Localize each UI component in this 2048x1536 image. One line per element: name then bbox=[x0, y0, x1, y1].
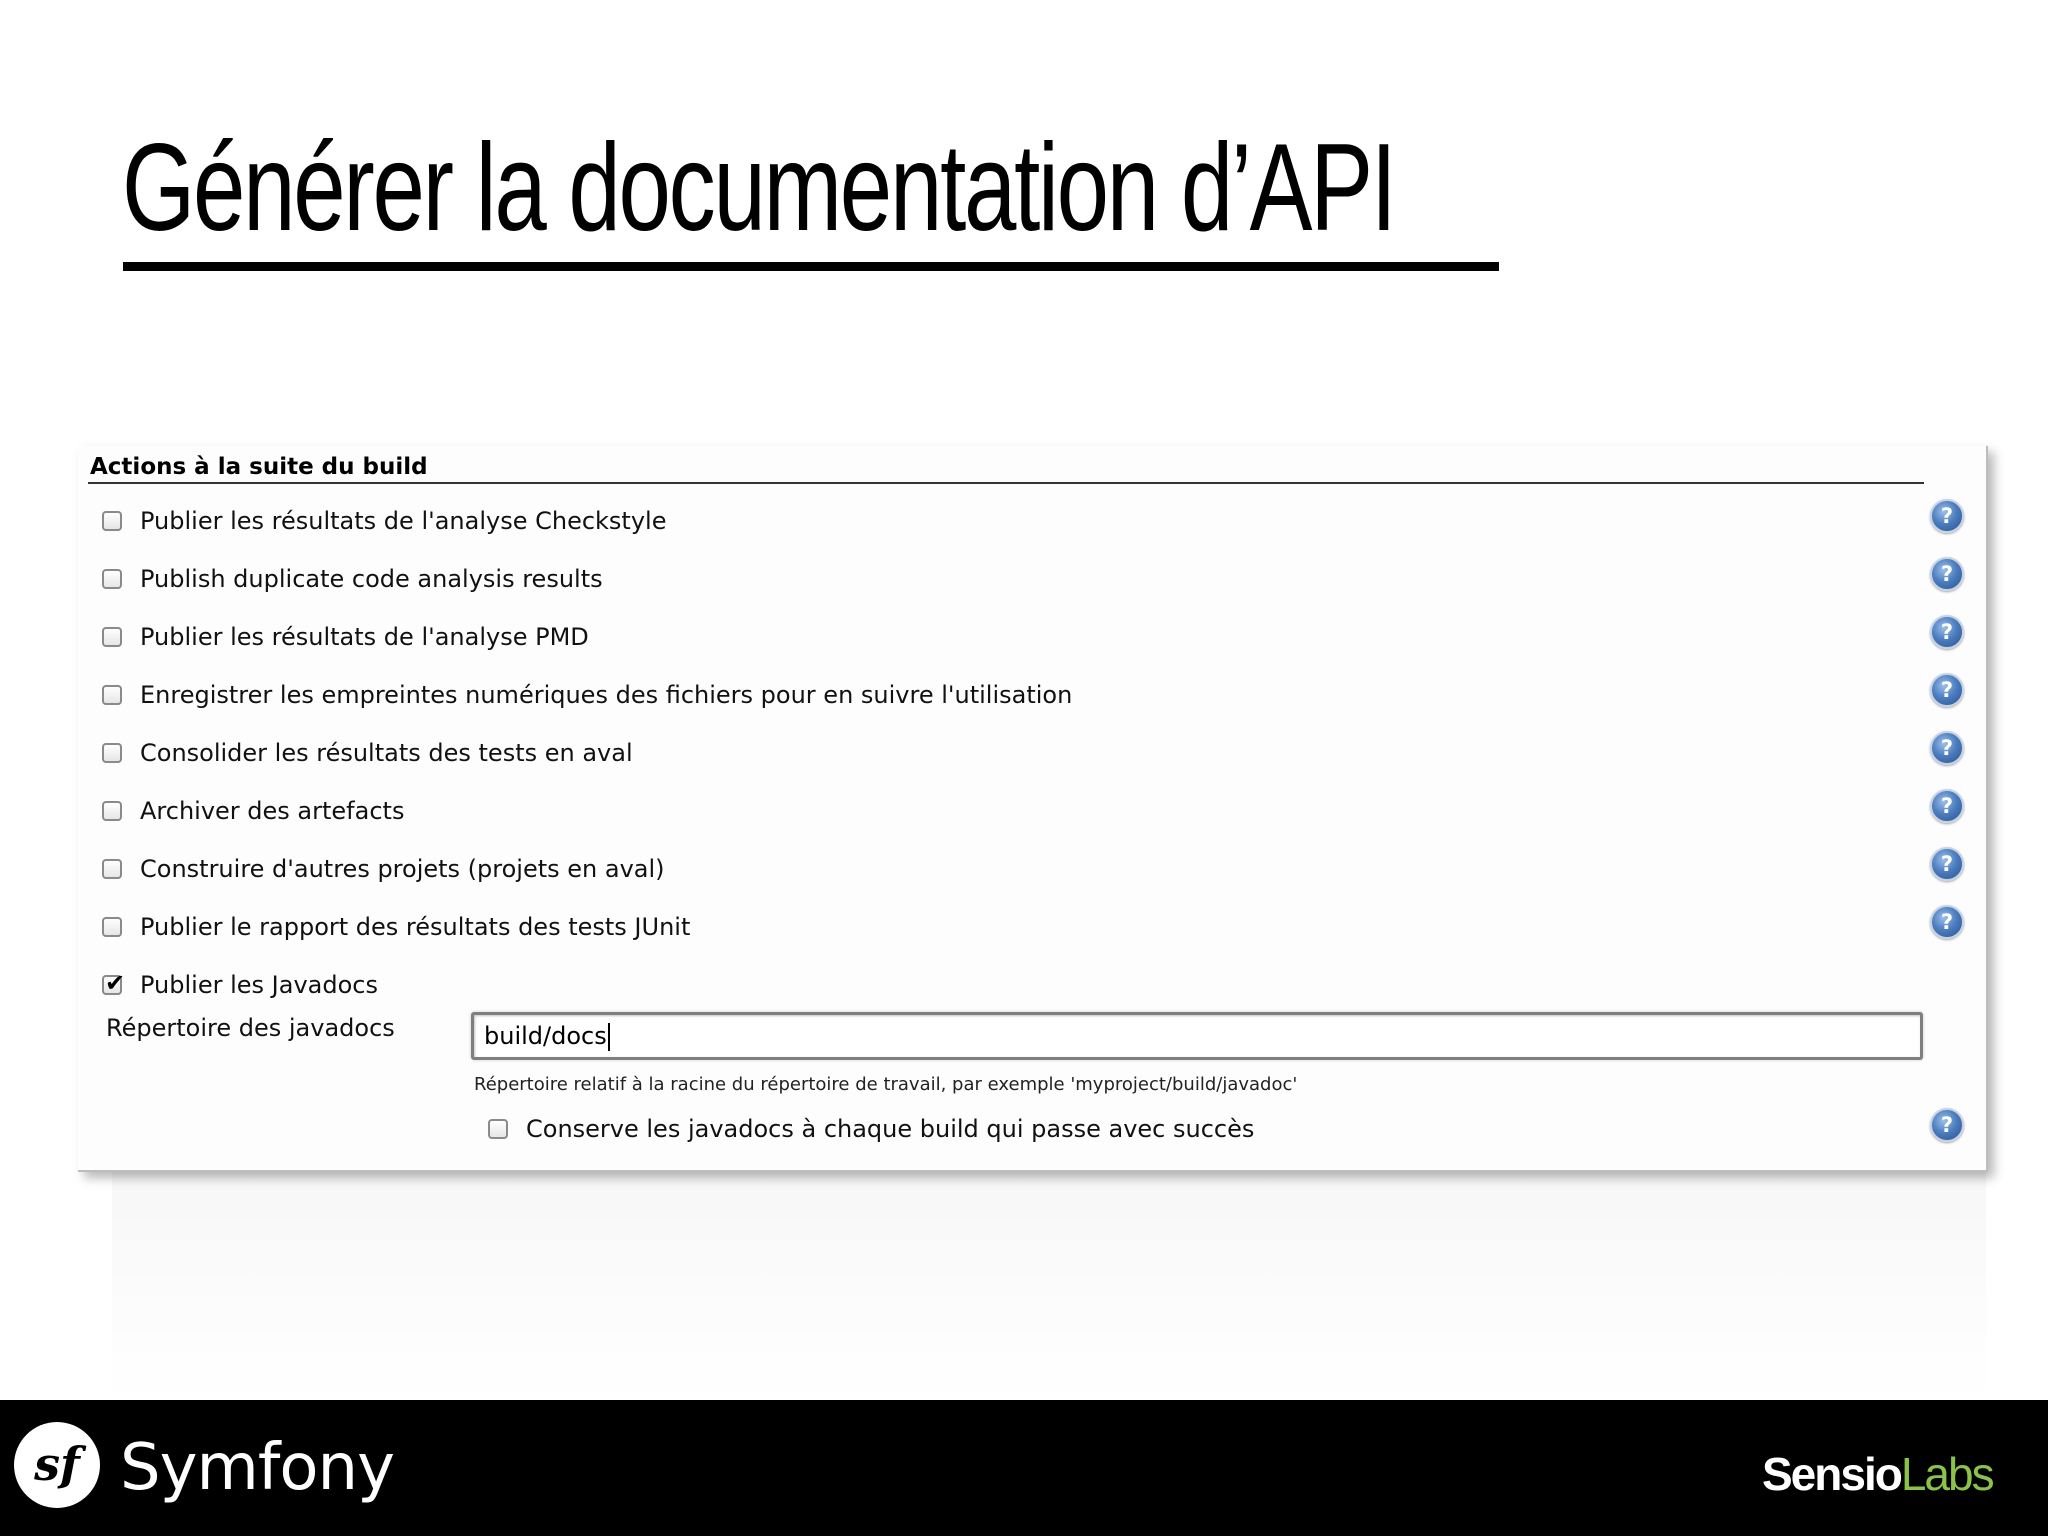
javadoc-directory-input[interactable] bbox=[471, 1012, 1923, 1060]
labs-text: Labs bbox=[1900, 1448, 1993, 1500]
checkbox[interactable] bbox=[102, 627, 122, 647]
option-archive-artifacts[interactable] bbox=[100, 792, 1980, 832]
option-publish-javadocs[interactable] bbox=[100, 966, 1980, 1006]
option-fingerprints[interactable] bbox=[100, 676, 1980, 716]
checkbox[interactable] bbox=[102, 917, 122, 937]
symfony-wordmark: Symfony bbox=[120, 1431, 394, 1505]
screenshot-fade bbox=[112, 1172, 1986, 1400]
option-label: Publier le rapport des résultats des tests JUnit bbox=[140, 913, 691, 941]
input-value: build/docs bbox=[484, 1022, 607, 1050]
text-caret bbox=[608, 1023, 610, 1051]
help-icon[interactable]: ? bbox=[1930, 731, 1964, 765]
help-icon[interactable]: ? bbox=[1930, 847, 1964, 881]
help-icon[interactable]: ? bbox=[1930, 1108, 1964, 1142]
option-duplicate-code[interactable] bbox=[100, 560, 1980, 600]
help-icon[interactable]: ? bbox=[1930, 673, 1964, 707]
option-label: Construire d'autres projets (projets en aval) bbox=[140, 855, 665, 883]
option-label: Conserve les javadocs à chaque build qui passe avec succès bbox=[526, 1115, 1255, 1143]
symfony-logo-icon: sf bbox=[14, 1422, 100, 1508]
title-underline bbox=[123, 262, 1499, 271]
checkbox[interactable] bbox=[102, 859, 122, 879]
option-checkstyle[interactable] bbox=[100, 502, 1980, 542]
help-icon[interactable]: ? bbox=[1930, 499, 1964, 533]
help-icon[interactable]: ? bbox=[1930, 905, 1964, 939]
option-label: Publier les résultats de l'analyse Checkstyle bbox=[140, 507, 667, 535]
javadoc-directory-hint: Répertoire relatif à la racine du répertoire de travail, par exemple 'myproject/build/javadoc' bbox=[474, 1074, 1298, 1095]
slide-title: Générer la documentation d’API bbox=[122, 119, 1395, 257]
help-icon[interactable]: ? bbox=[1930, 557, 1964, 591]
sensio-text: Sensio bbox=[1762, 1448, 1901, 1500]
option-build-other-projects[interactable] bbox=[100, 850, 1980, 890]
option-pmd[interactable] bbox=[100, 618, 1980, 658]
checkbox[interactable] bbox=[102, 569, 122, 589]
checkbox[interactable] bbox=[102, 511, 122, 531]
option-junit-report[interactable] bbox=[100, 908, 1980, 948]
option-label: Archiver des artefacts bbox=[140, 797, 405, 825]
option-retain-javadocs[interactable] bbox=[486, 1110, 1886, 1150]
checkbox[interactable] bbox=[102, 743, 122, 763]
checkbox[interactable] bbox=[102, 801, 122, 821]
javadoc-directory-label: Répertoire des javadocs bbox=[106, 1014, 395, 1042]
option-label: Publier les Javadocs bbox=[140, 971, 378, 999]
option-label: Enregistrer les empreintes numériques des fichiers pour en suivre l'utilisation bbox=[140, 681, 1073, 709]
option-label: Publish duplicate code analysis results bbox=[140, 565, 603, 593]
help-icon[interactable]: ? bbox=[1930, 789, 1964, 823]
checkbox[interactable] bbox=[102, 685, 122, 705]
sensiolabs-logo bbox=[1762, 1446, 1993, 1502]
help-icon[interactable]: ? bbox=[1930, 615, 1964, 649]
checkbox[interactable] bbox=[488, 1119, 508, 1139]
option-label: Publier les résultats de l'analyse PMD bbox=[140, 623, 589, 651]
checkbox-checked[interactable] bbox=[102, 975, 122, 995]
option-downstream-tests[interactable] bbox=[100, 734, 1980, 774]
option-label: Consolider les résultats des tests en aval bbox=[140, 739, 633, 767]
section-header: Actions à la suite du build bbox=[90, 454, 428, 480]
section-divider bbox=[88, 482, 1924, 484]
